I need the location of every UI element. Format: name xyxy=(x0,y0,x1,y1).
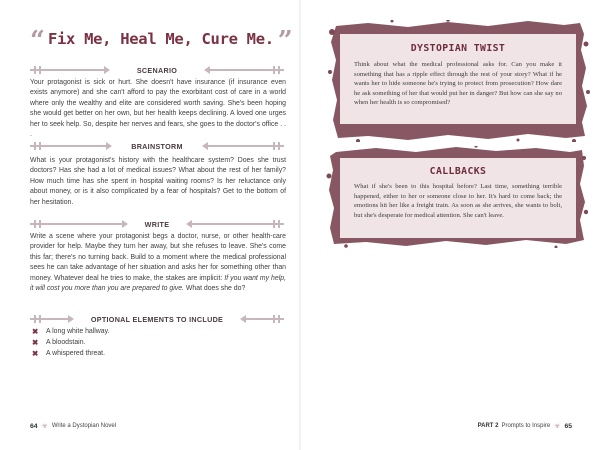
page-number: 64 xyxy=(30,422,38,430)
left-arrow-icon xyxy=(30,223,126,225)
write-heading xyxy=(30,218,284,230)
left-footer xyxy=(30,422,116,430)
right-arrow-icon xyxy=(206,69,284,71)
page-title: Fix Me, Heal Me, Cure Me. xyxy=(47,30,274,48)
dystopian-twist-title: DYSTOPIAN TWIST xyxy=(410,43,506,54)
write-text xyxy=(30,232,286,294)
right-arrow-icon xyxy=(242,318,284,320)
brainstorm-label: BRAINSTORM xyxy=(127,142,187,151)
right-arrow-icon xyxy=(188,223,284,225)
write-label: WRITE xyxy=(141,220,174,229)
callbacks-box xyxy=(340,158,576,238)
dystopian-twist-text: Think about what the medical professional asks for. Can you make it something that has a ripple effect through the rest of your story? What if he wants her to hide someone he's trying to protect from prosecution? How dare he ask something of her that would put her in danger? But how can she say no when her health is so compromised? xyxy=(354,61,562,107)
biohazard-icon: ☣ xyxy=(41,423,48,430)
open-quote-icon: “ xyxy=(30,26,45,56)
biohazard-icon: ☣ xyxy=(554,423,561,430)
left-arrow-icon xyxy=(30,69,108,71)
x-mark-icon: ✖ xyxy=(32,327,39,336)
x-mark-icon: ✖ xyxy=(32,349,39,358)
close-quote-icon: ” xyxy=(277,26,293,56)
write-text-italic: If you want my help, it will cost you more than you are prepared to give. xyxy=(30,274,286,293)
write-text-end: What does she do? xyxy=(183,285,246,293)
brainstorm-heading xyxy=(30,140,284,152)
optional-label: OPTIONAL ELEMENTS TO INCLUDE xyxy=(87,315,227,324)
callbacks-text: What if she's been to this hospital before? Last time, something terrible happened, either to her or someone close to her. It's hard to come back; the emotions hit her like a freight train. As soon as she arrives, she wants to bolt, but she's desperate for medical attention. She can't leave. xyxy=(354,183,562,219)
write-text-main: Write a scene where your protagonist begs a doctor, nurse, or other health-care provider for help. Maybe they turn her away, but she refuses to leave. She's come this far; there's no turning back. Build to a moment where the medical professional sees he can take advantage of her situation and asks her for something other than money. Whatever deal he tries to make, the stakes are implicit: xyxy=(30,233,286,282)
scenario-heading xyxy=(30,64,284,76)
page-number: 65 xyxy=(564,422,572,430)
optional-elements-list xyxy=(32,326,109,359)
right-footer xyxy=(478,422,572,430)
brainstorm-text: What is your protagonist's history with the healthcare system? Does she trust doctors? Has she had a lot of medical issues? What about the rest of her family? How much time has she spent in hospital waiting rooms? Is her reluctance only about money, or is it also complicated by a fear of hospitals? Get to the bottom of her hesitation. xyxy=(30,157,286,206)
right-arrow-icon xyxy=(204,145,284,147)
part-label: PART 2 xyxy=(477,423,499,429)
right-page xyxy=(300,0,600,450)
list-item: ✖ A bloodstain. xyxy=(32,338,86,347)
list-item: ✖ A whispered threat. xyxy=(32,349,105,358)
left-arrow-icon xyxy=(30,145,110,147)
book-title: Write a Dystopian Novel xyxy=(51,423,117,429)
dystopian-twist-box xyxy=(340,34,576,124)
scenario-label: SCENARIO xyxy=(133,66,181,75)
left-arrow-icon xyxy=(30,318,72,320)
list-item: ✖ A long white hallway. xyxy=(32,327,110,336)
section-title: Prompts to Inspire xyxy=(501,423,551,429)
callbacks-title: CALLBACKS xyxy=(429,166,487,177)
page-title-row xyxy=(30,24,293,56)
optional-heading xyxy=(30,313,284,325)
scenario-text: Your protagonist is sick or hurt. She doesn't have insurance (if insurance even exists anymore) and she can't afford to pay the exorbitant cost of care in a world where only the wealthy and elite are considered worth saving. She's been hoping she would get better on her own, but her health keeps declining. A loved one urges her to seek help. So, despite her nerves and fears, she goes to the doctor's office . . . xyxy=(30,79,286,139)
x-mark-icon: ✖ xyxy=(32,338,39,347)
